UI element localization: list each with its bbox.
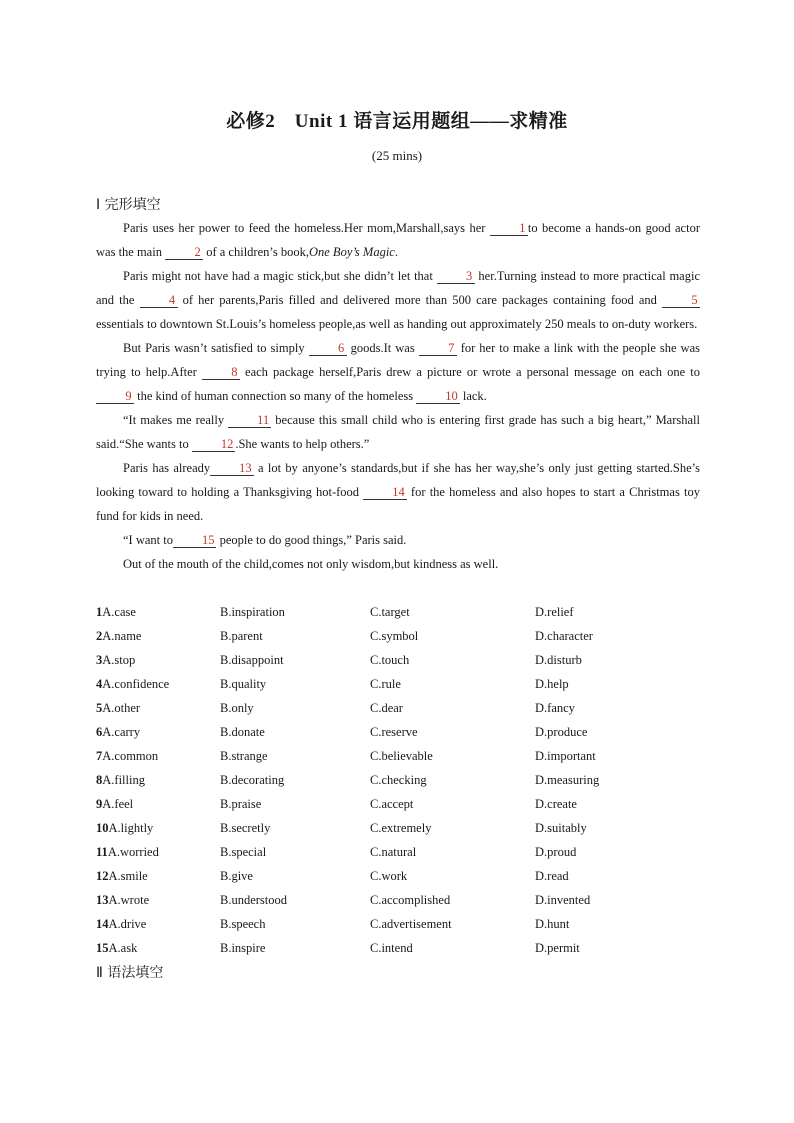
blank-13[interactable]: 13 (210, 461, 254, 476)
paragraph-5: Paris has already 13 a lot by anyone’s standards,but if she has her way,she’s only just getting started.She’s looking toward to holding a Thanksgiving hot-food 14 for the homeless and also hopes to start a Christmas toy fund for kids in need. (96, 461, 701, 523)
section-heading-cloze: Ⅰ 完形填空 (96, 197, 161, 213)
page-title: 必修2 Unit 1 语言运用题组——求精准 (226, 111, 568, 132)
blank-1[interactable]: 1 (490, 221, 528, 236)
blank-14[interactable]: 14 (363, 485, 407, 500)
paragraph-7: Out of the mouth of the child,comes not only wisdom,but kindness as well. (123, 557, 499, 571)
section-heading-grammar: Ⅱ 语法填空 (96, 965, 164, 981)
paragraph-6: “I want to 15 people to do good things,” Paris said. (123, 533, 407, 547)
blank-12[interactable]: 12 (192, 437, 236, 452)
blank-7[interactable]: 7 (419, 341, 457, 356)
blank-9[interactable]: 9 (96, 389, 134, 404)
blank-15[interactable]: 15 (173, 533, 217, 548)
option-row-3: 3A.stop B.disappoint C.touch D.disturb (96, 653, 582, 667)
option-row-7: 7A.common B.strange C.believable D.important (96, 749, 596, 763)
blank-10[interactable]: 10 (416, 389, 460, 404)
option-row-4: 4A.confidence B.quality C.rule D.help (96, 677, 569, 691)
option-row-2: 2A.name B.parent C.symbol D.character (96, 629, 593, 643)
blank-11[interactable]: 11 (228, 413, 271, 428)
paragraph-2: Paris might not have had a magic stick,but she didn’t let that 3 her.Turning instead to more practical magic and the 4 of her parents,Paris filled and delivered more than 500 care packages containing food and 5 essentials to downtown St.Louis’s homeless people,as well as handing out approximately 250 meals to on-duty workers. (96, 269, 701, 331)
option-row-12: 12A.smile B.give C.work D.read (96, 869, 569, 883)
option-row-13: 13A.wrote B.understood C.accomplished D.invented (96, 893, 591, 907)
paragraph-4: “It makes me really 11 because this small child who is entering first grade has such a big heart,” Marshall said.“She wants to 12 .She wants to help others.” (96, 413, 701, 451)
option-row-11: 11A.worried B.special C.natural D.proud (96, 845, 577, 859)
blank-2[interactable]: 2 (165, 245, 203, 260)
blank-6[interactable]: 6 (309, 341, 347, 356)
blank-8[interactable]: 8 (202, 365, 240, 380)
option-row-1: 1A.case B.inspiration C.target D.relief (96, 605, 574, 619)
option-row-8: 8A.filling B.decorating C.checking D.measuring (96, 773, 600, 787)
option-row-10: 10A.lightly B.secretly C.extremely D.suitably (96, 821, 587, 835)
option-row-9: 9A.feel B.praise C.accept D.create (96, 797, 577, 811)
option-row-6: 6A.carry B.donate C.reserve D.produce (96, 725, 588, 739)
paragraph-1: Paris uses her power to feed the homeless.Her mom,Marshall,says her 1 to become a hands-on good actor was the main 2 of a children’s book,One Boy’s Magic. (96, 221, 700, 259)
option-row-15: 15A.ask B.inspire C.intend D.permit (96, 941, 580, 955)
duration-label: (25 mins) (371, 148, 423, 163)
blank-4[interactable]: 4 (140, 293, 178, 308)
paragraph-3: But Paris wasn’t satisfied to simply 6 goods.It was 7 for her to make a link with the people she was trying to help.After 8 each package herself,Paris drew a picture or wrote a personal message on each one to 9 the kind of human connection so many of the homeless 10 lack. (96, 341, 700, 403)
blank-3[interactable]: 3 (437, 269, 475, 284)
option-row-14: 14A.drive B.speech C.advertisement D.hunt (96, 917, 570, 931)
blank-5[interactable]: 5 (662, 293, 700, 308)
book-title: One Boy’s Magic (308, 245, 395, 259)
cloze-passage (96, 216, 700, 576)
option-row-5: 5A.other B.only C.dear D.fancy (96, 701, 575, 715)
options-list (96, 600, 716, 960)
